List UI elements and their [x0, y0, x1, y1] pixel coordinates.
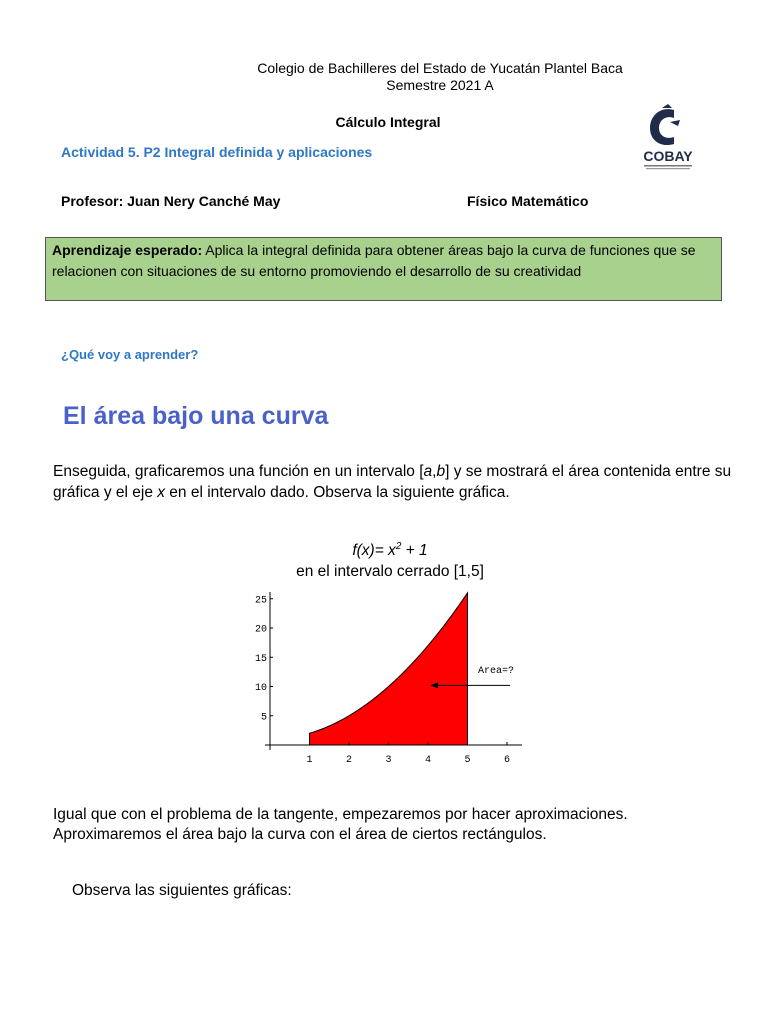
svg-text:COBAY: COBAY: [643, 148, 693, 164]
y-tick-label: 20: [254, 624, 267, 636]
approximation-paragraph: Igual que con el problema de la tangente, empezaremos por hacer aproximaciones. Aproximaremos el área bajo la curva con el área de ciertos rectángulos.: [53, 806, 628, 843]
function-label: $f(x)= x^2 + 1$: [352, 541, 428, 560]
expected-learning-label: Aprendizaje esperado:: [52, 242, 203, 258]
school-header: [0, 60, 768, 94]
expected-learning-text: Aplica la integral definida para obtener áreas bajo la curva de funciones que se relacionen con situaciones de su entorno promoviendo el desarrollo de su creatividad: [52, 242, 696, 279]
expected-learning-box: [45, 237, 722, 301]
interval-caption: en el intervalo cerrado [1,5]: [296, 563, 484, 580]
x-tick-label: 4: [424, 755, 432, 766]
course-title: Cálculo Integral: [335, 114, 441, 130]
x-tick-label: 6: [503, 755, 511, 766]
school-name: Colegio de Bachilleres del Estado de Yucatán Plantel Baca: [257, 60, 623, 76]
y-tick-label: 5: [260, 712, 267, 724]
area-chart: [240, 582, 530, 772]
x-tick-label: 2: [345, 755, 353, 766]
y-tick-label: 15: [254, 653, 267, 665]
section-title: El área bajo una curva: [63, 402, 329, 430]
activity-title: Actividad 5. P2 Integral definida y aplicaciones: [61, 144, 373, 160]
subject-name: Físico Matemático: [467, 193, 589, 209]
area-fill: [310, 593, 468, 745]
learn-heading: ¿Qué voy a aprender?: [61, 347, 199, 362]
cobay-logo: [634, 104, 702, 174]
x-tick-label: 5: [464, 755, 471, 766]
annotation-label: Area=?: [478, 666, 515, 678]
observe-paragraph: Observa las siguientes gráficas:: [72, 882, 292, 899]
y-tick-label: 10: [254, 683, 267, 694]
teacher-name: Profesor: Juan Nery Canché May: [61, 193, 281, 209]
x-tick-label: 1: [306, 755, 313, 766]
intro-paragraph: Enseguida, graficaremos una función en un intervalo [a,b] y se mostrará el área contenida entre su gráfica y el eje x en el intervalo dado. Observa la siguiente gráfica.: [53, 463, 732, 501]
y-tick-label: 25: [254, 595, 267, 607]
semester: Semestre 2021 A: [386, 77, 494, 93]
x-tick-label: 3: [385, 755, 392, 766]
